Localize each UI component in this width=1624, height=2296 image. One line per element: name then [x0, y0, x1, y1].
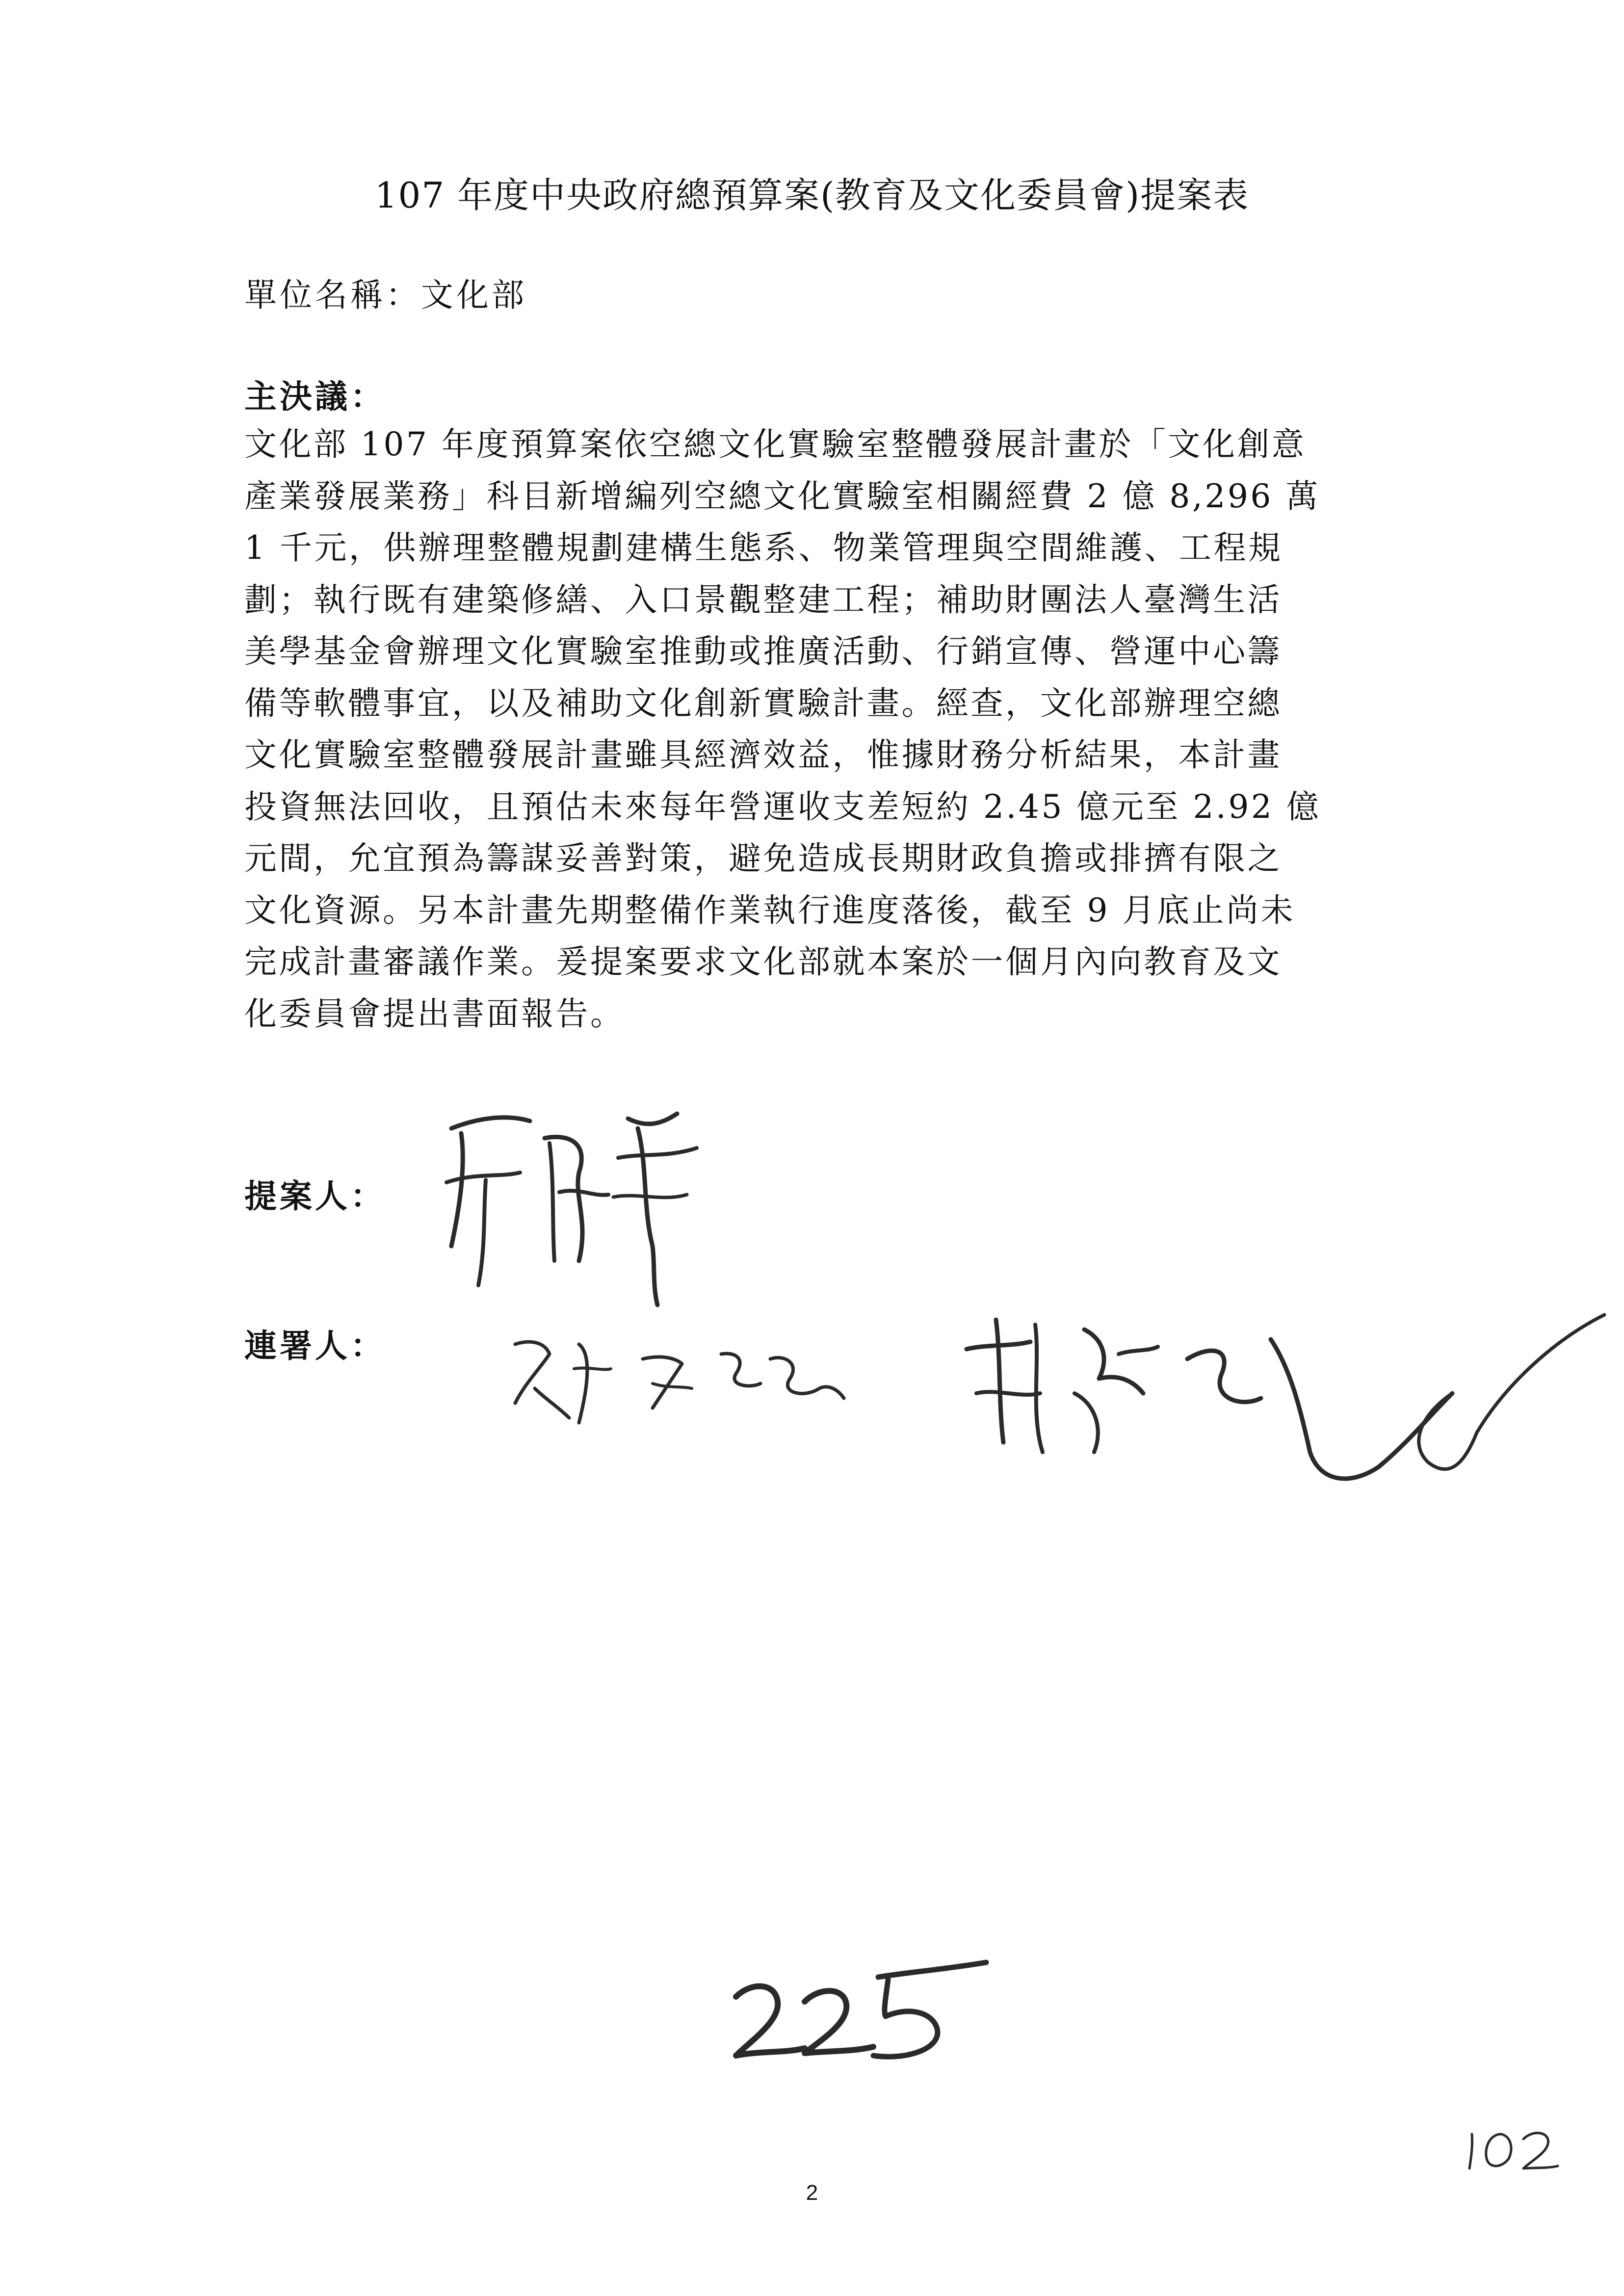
- resolution-line: 化委員會提出書面報告。: [244, 994, 625, 1033]
- resolution-line: 美學基金會辦理文化實驗室推動或推廣活動、行銷宣傳、營運中心籌: [244, 632, 1282, 670]
- unit-name: 單位名稱：文化部: [244, 276, 527, 314]
- resolution-line: 投資無法回收，且預估未來每年營運收支差短約 2.45 億元至 2.92 億: [244, 787, 1321, 826]
- resolution-line: 劃；執行既有建築修繕、入口景觀整建工程；補助財團法人臺灣生活: [244, 580, 1282, 619]
- resolution-line: 1 千元，供辦理整體規劃建構生態系、物業管理與空間維護、工程規: [244, 529, 1283, 567]
- resolution-line: 完成計畫審議作業。爰提案要求文化部就本案於一個月內向教育及文: [244, 943, 1282, 981]
- resolution-line: 產業發展業務」科目新增編列空總文化實驗室相關經費 2 億 8,296 萬: [244, 477, 1320, 515]
- cosigner-signature-1: [505, 1325, 859, 1452]
- resolution-line: 文化實驗室整體發展計畫雖具經濟效益，惟據財務分析結果，本計畫: [244, 736, 1282, 774]
- page-number: 2: [806, 2181, 818, 2205]
- handwritten-number: [721, 1943, 996, 2070]
- page-title: 107 年度中央政府總預算案(教育及文化委員會)提案表: [374, 175, 1250, 216]
- cosigner-label: 連署人：: [244, 1327, 386, 1365]
- resolution-line: 備等軟體事宜，以及補助文化創新實驗計畫。經查，文化部辦理空總: [244, 684, 1282, 722]
- proposer-signature: [432, 1099, 736, 1325]
- archive-number: [1462, 2119, 1560, 2173]
- resolution-line: 文化部 107 年度預算案依空總文化實驗室整體發展計畫於「文化創意: [244, 425, 1307, 463]
- proposer-label: 提案人：: [244, 1177, 386, 1215]
- resolution-body: [244, 418, 1383, 1040]
- resolution-line: 文化資源。另本計畫先期整備作業執行進度落後，截至 9 月底止尚未: [244, 891, 1295, 929]
- resolution-heading: 主決議：: [244, 377, 386, 416]
- cosigner-signature-2: [957, 1295, 1614, 1550]
- resolution-line: 元間，允宜預為籌謀妥善對策，避免造成長期財政負擔或排擠有限之: [244, 839, 1282, 877]
